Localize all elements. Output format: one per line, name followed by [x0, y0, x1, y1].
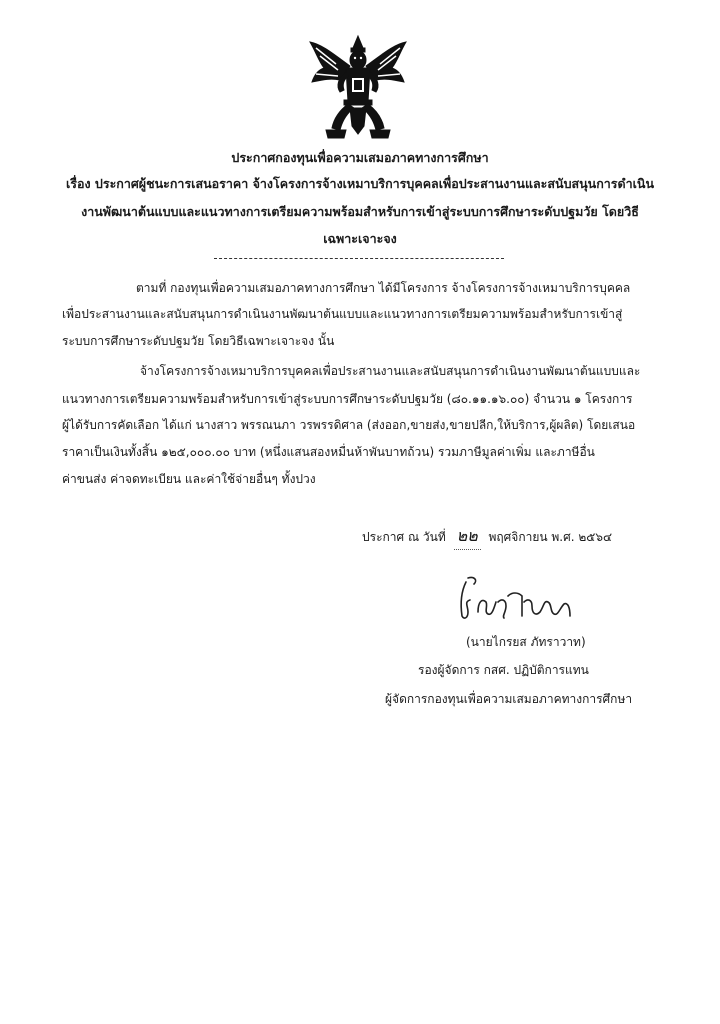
paragraph-1-line-2: เพื่อประสานงานและสนับสนุนการดำเนินงานพัฒนาต้นแบบและแนวทางการเตรียมความพร้อมสำหรับการเข้าสู่	[62, 307, 623, 321]
handwritten-signature	[452, 572, 582, 632]
paragraph-2-line-1: จ้างโครงการจ้างเหมาบริการบุคคลเพื่อประสานงานและสนับสนุนการดำเนินงานพัฒนาต้นแบบและ	[140, 364, 641, 378]
paragraph-2-line-3: ผู้ได้รับการคัดเลือก ได้แก่ นางสาว พรรณนภา วรพรรดิศาล (ส่งออก,ขายส่ง,ขายปลีก,ให้บริการ,ผู้ผลิต) โดยเสนอ	[62, 418, 636, 432]
separator-line	[214, 258, 504, 259]
signatory-position-1: รองผู้จัดการ กสศ. ปฏิบัติการแทน	[418, 663, 589, 677]
signatory-position-2: ผู้จัดการกองทุนเพื่อความเสมอภาคทางการศึกษา	[385, 692, 633, 706]
signatory-name: (นายไกรยส ภัทราวาท)	[466, 635, 586, 649]
announcement-day: ๒๒	[454, 524, 481, 550]
subject-line-2: งานพัฒนาต้นแบบและแนวทางการเตรียมความพร้อมสำหรับการเข้าสู่ระบบการศึกษาระดับปฐมวัย โดยวิธี	[81, 204, 639, 219]
subject-line-3: เฉพาะเจาะจง	[323, 231, 397, 246]
announcement-date	[362, 524, 612, 550]
paragraph-2-line-2: แนวทางการเตรียมความพร้อมสำหรับการเข้าสู่ระบบการศึกษาระดับปฐมวัย (๘๐.๑๑.๑๖.๐๐) จำนวน ๑ โครงการ	[62, 392, 633, 406]
announcement-prefix: ประกาศ ณ วันที่	[362, 530, 446, 544]
paragraph-1-line-1: ตามที่ กองทุนเพื่อความเสมอภาคทางการศึกษา ได้มีโครงการ จ้างโครงการจ้างเหมาบริการบุคคล	[136, 281, 631, 295]
paragraph-1-line-3: ระบบการศึกษาระดับปฐมวัย โดยวิธีเฉพาะเจาะจง นั้น	[62, 334, 335, 348]
garuda-emblem	[306, 34, 410, 144]
subject-line-1: เรื่อง ประกาศผู้ชนะการเสนอราคา จ้างโครงการจ้างเหมาบริการบุคคลเพื่อประสานงานและสนับสนุนการดำเนิน	[65, 176, 655, 191]
paragraph-2-line-5: ค่าขนส่ง ค่าจดทะเบียน และค่าใช้จ่ายอื่นๆ ทั้งปวง	[62, 472, 316, 486]
announcement-suffix: พฤศจิกายน พ.ศ. ๒๕๖๔	[488, 530, 613, 544]
paragraph-2-line-4: ราคาเป็นเงินทั้งสิ้น ๑๒๕,๐๐๐.๐๐ บาท (หนึ่งแสนสองหมื่นห้าพันบาทถ้วน) รวมภาษีมูลค่าเพิ่ม และภาษีอื่น	[62, 445, 595, 459]
document-title: ประกาศกองทุนเพื่อความเสมอภาคทางการศึกษา	[231, 150, 489, 165]
